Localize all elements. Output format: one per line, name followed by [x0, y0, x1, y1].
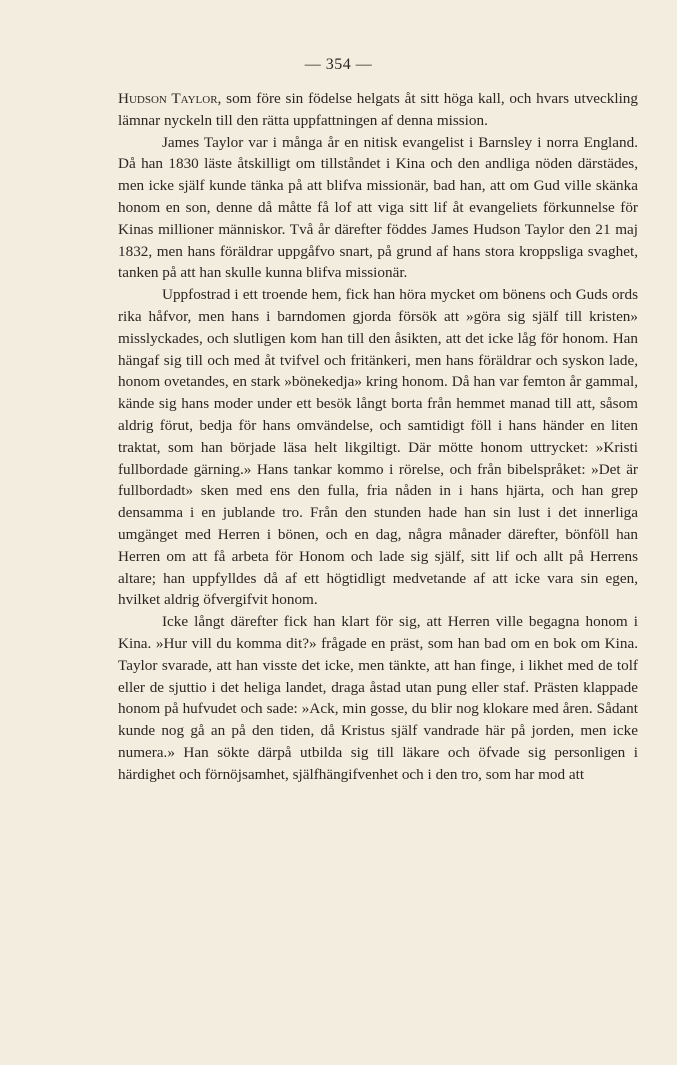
paragraph-1: [118, 88, 638, 132]
page-body-text: [118, 88, 638, 786]
paragraph-3: Uppfostrad i ett troende hem, fick han höra mycket om bönens och Guds ords rika håfvor, men hans i barndomen gjorda försök att »göra sig själf till kristen» misslyckades, och slutligen kom han till den åsikten, att det icke låg för honom. Han hängaf sig till och med åt tvifvel och fritänkeri, men hans föräldrar och syskon lade, honom ovetandes, en stark »bönekedja» kring honom. Då han var femton år gammal, kände sig hans moder under ett besök långt borta från hemmet manad till att, såsom aldrig förut, bedja för hans omvändelse, och samtidigt föll i hans händer en liten traktat, som han började läsa helt likgiltigt. Där mötte honom uttrycket: »Kristi fullbordade gärning.» Hans tankar kommo i rörelse, och från bibelspråket: »Det är fullbordadt» sken med ens den fulla, fria nåden in i hans hjärta, och han grep densamma i en jublande tro. Från den stunden hade han sin lust i det innerliga umgänget med Herren i bönen, och en dag, några månader därefter, bönföll han Herren om att få arbeta för Honom och lade sig själf, sitt lif och allt på Herrens altare; han uppfylldes då af ett högtidligt medvetande af att icke vara sin egen, hvilket aldrig öfvergifvit honom.: [118, 286, 638, 609]
paragraph-1-text: som före sin födelse helgats åt sitt höga kall, och hvars utveckling lämnar nyckeln till den rätta uppfattningen af denna mission.: [118, 90, 638, 129]
page-number: — 354 —: [304, 56, 373, 73]
name-lead: Hudson Taylor,: [118, 90, 222, 107]
paragraph-2: James Taylor var i många år en nitisk evangelist i Barnsley i norra England. Då han 1830 läste åtskilligt om tillståndet i Kina och den andliga nöden därstädes, men icke själf kunde tänka på att blifva missionär, bad han, att om Gud ville skänka honom en son, denne då måtte få lof att viga sitt lif åt evangeliets förkunnelse för Kinas millioner människor. Två år därefter föddes James Hudson Taylor den 21 maj 1832, men hans föräldrar uppgåfvo snart, på grund af hans stora kroppsliga svaghet, tanken på att han skulle kunna blifva missionär.: [118, 133, 638, 282]
paragraph-4: Icke långt därefter fick han klart för sig, att Herren ville begagna honom i Kina. »Hur vill du komma dit?» frågade en präst, som han bad om en bok om Kina. Taylor svarade, att han visste det icke, men tänkte, att han finge, i likhet med de tolf eller de sjuttio i det heliga landet, draga åstad utan pung eller staf. Prästen klappade honom på hufvudet och sade: »Ack, min gosse, du blir nog klokare med åren. Sådant kunde nog gå an på den tiden, då Kristus själf vandrade här på jorden, men icke numera.» Han sökte därpå utbilda sig till läkare och öfvade sig personligen i härdighet och förnöjsamhet, själfhängifvenhet och i den tro, som har mod att: [118, 613, 638, 783]
